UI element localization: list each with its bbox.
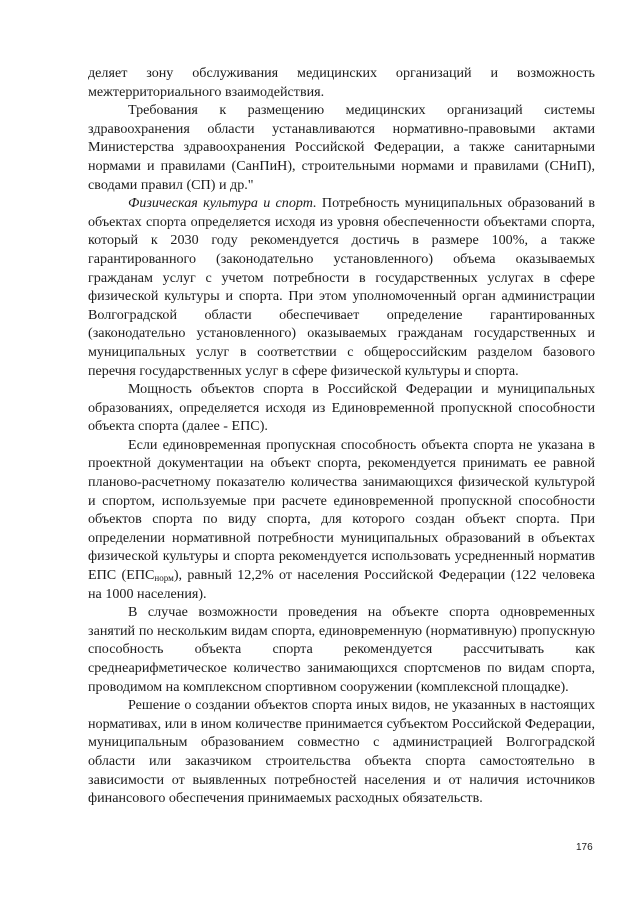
paragraph-sport-need-text: Потребность муниципальных образований в объектах спорта определяется исходя из уровня обеспеченности объектами спорта, который к 2030 году рекомендуется достичь в размере 100%, а также гарантированного (законодательно установленного) объема оказываемых гражданам услуг с учетом потребности в государственных услугах в сфере физической культуры и спорта. При этом уполномоченный орган администрации Волгоградской области обеспечивает определение гарантированных (законодательно установленного) оказываемых гражданам государственных и муниципальных услуг в соответствии с общероссийским разделом базового перечня государственных услуг в сфере физической культуры и спорта. — [88, 195, 595, 379]
paragraph-multisport: В случае возможности проведения на объекте спорта одновременных занятий по нескольким видам спорта, единовременную (нормативную) пропускную способность объекта спорта рекомендуется рассчитывать как среднеарифметическое количество занимающихся спортсменов по видам спорта, проводимом на комплексном спортивном сооружении (комплексной площадке). — [88, 604, 595, 695]
paragraph-eps-text-a: Если единовременная пропускная способность объекта спорта не указана в проектной документации на объект спорта, рекомендуется принимать ее равной планово-расчетному показателю количества занимающихся физической культурой и спортом, используемые при расчете единовременной пропускной способности объектов спорта по виду спорта, для которого создан объект спорта. При определении нормативной потребности муниципальных образований в объектах физической культуры и спорта рекомендуется использовать усредненный норматив ЕПС (ЕПС — [88, 436, 595, 584]
paragraph-decision: Решение о создании объектов спорта иных видов, не указанных в настоящих нормативах, или в ином количестве принимается субъектом Российской Федерации, муниципальным образованием совместно с администрацией Волгоградской области или заказчиком строительства объекта спорта самостоятельно в зависимости от выявленных потребностей населения и от наличия источников финансового обеспечения принимаемых расходных обязательств. — [88, 697, 595, 807]
document-body — [88, 64, 595, 808]
section-heading-sport: Физическая культура и спорт. — [128, 195, 317, 212]
paragraph-eps — [88, 436, 595, 603]
paragraph-sport-need — [88, 194, 595, 380]
eps-subscript: норм — [154, 573, 174, 584]
paragraph-continuation: деляет зону обслуживания медицинских организаций и возможность межтерриториального взаимодействия. — [88, 65, 595, 100]
paragraph-requirements: Требования к размещению медицинских организаций системы здравоохранения области устанавливаются нормативно-правовыми актами Министерства здравоохранения Российской Федерации, а также санитарными нормами и правилами (СанПиН), строительными нормами и правилами (СНиП), сводами правил (СП) и др." — [88, 102, 595, 193]
paragraph-eps-text-b: ), равный 12,2% от населения Российской Федерации (122 человека на 1000 населения). — [88, 567, 596, 602]
paragraph-capacity: Мощность объектов спорта в Российской Федерации и муниципальных образованиях, определяется исходя из Единовременной пропускной способности объекта спорта (далее - ЕПС). — [88, 381, 595, 435]
page-number: 176 — [576, 842, 593, 853]
